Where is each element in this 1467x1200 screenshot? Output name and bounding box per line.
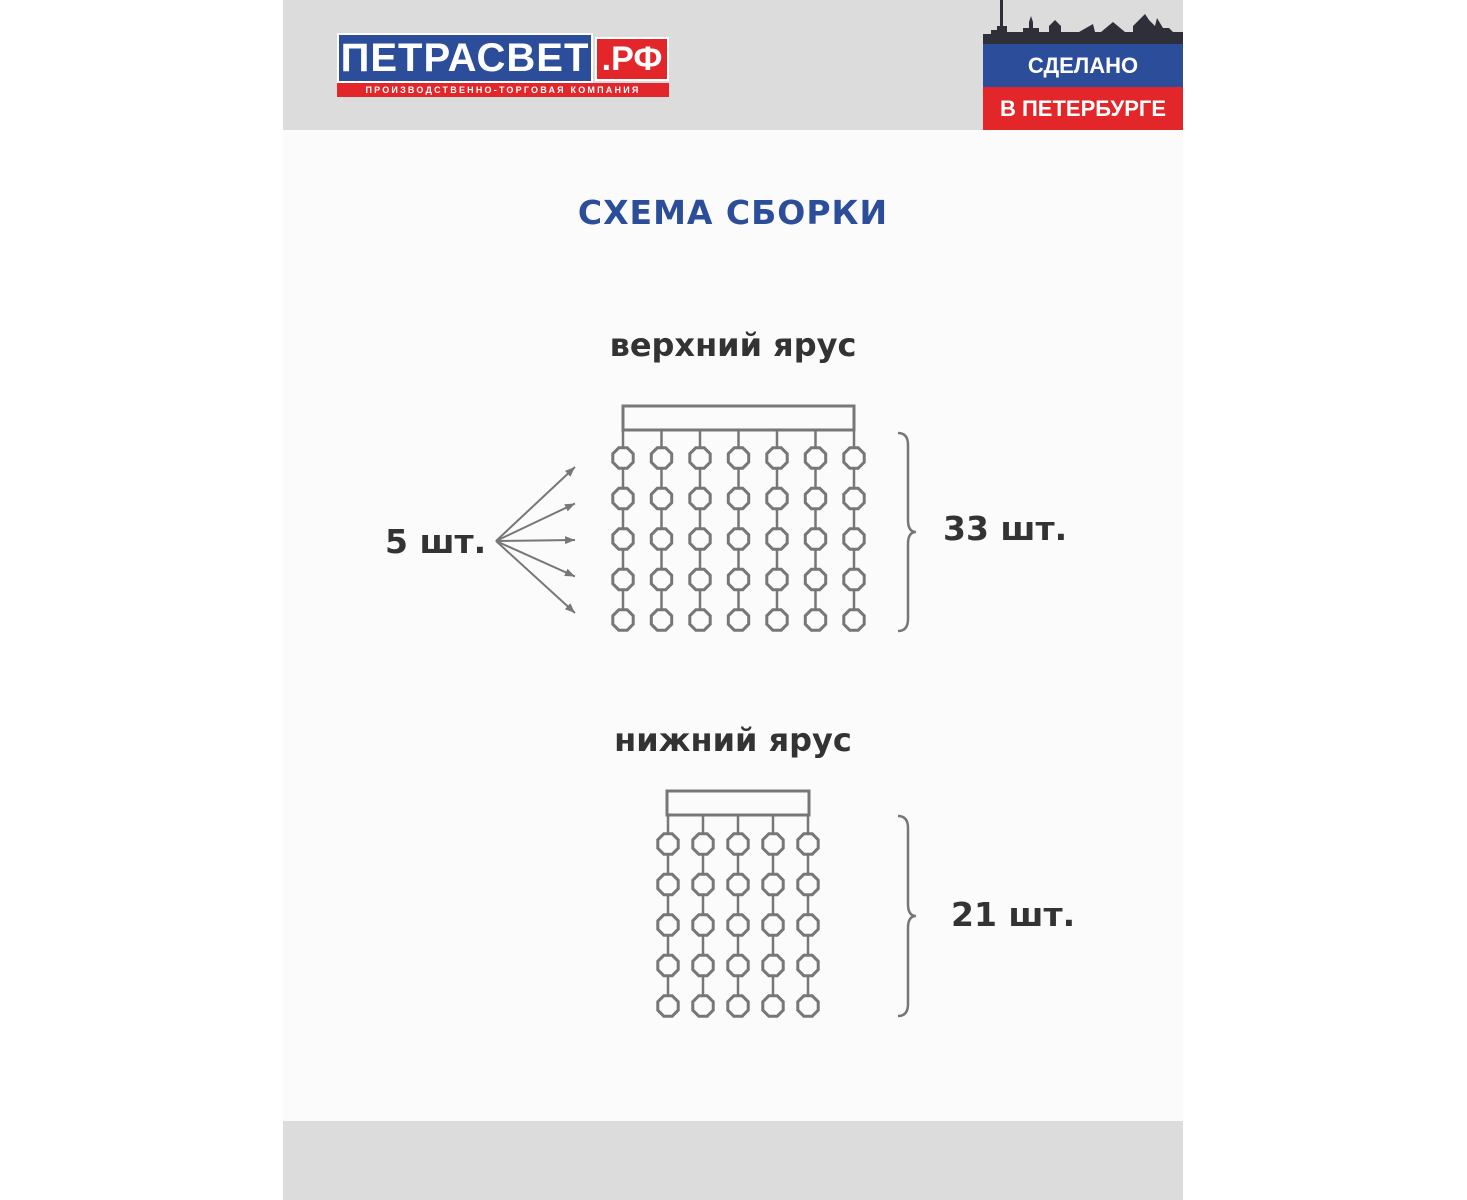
assembly-sheet xyxy=(283,0,1183,1200)
crystal-bead xyxy=(728,834,748,854)
crystal-bead xyxy=(690,448,710,468)
crystal-bead xyxy=(805,529,825,549)
bead-strand xyxy=(728,430,748,630)
logo-name: ПЕТРАСВЕТ xyxy=(337,33,593,83)
crystal-bead xyxy=(728,996,748,1016)
crystal-bead xyxy=(658,996,678,1016)
crystal-bead xyxy=(763,915,783,935)
bead-strand xyxy=(763,815,783,1016)
crystal-bead xyxy=(613,448,633,468)
pointer-arrow xyxy=(496,541,575,577)
crystal-bead xyxy=(763,955,783,975)
arrow-head xyxy=(564,504,575,512)
upper-tier-count: 33 шт. xyxy=(943,509,1068,548)
crystal-bead xyxy=(693,955,713,975)
crystal-bead xyxy=(763,834,783,854)
crystal-bead xyxy=(844,448,864,468)
arrow-line xyxy=(496,541,575,613)
lower-tier-diagram xyxy=(658,791,916,1016)
bead-strand xyxy=(693,815,713,1016)
crystal-bead xyxy=(767,610,787,630)
crystal-bead xyxy=(728,874,748,894)
badge-line-2: В ПЕТЕРБУРГЕ xyxy=(983,87,1183,130)
count-brace xyxy=(898,433,916,631)
crystal-bead xyxy=(728,610,748,630)
arrow-line xyxy=(496,504,575,542)
crystal-bead xyxy=(651,488,671,508)
assembly-diagram xyxy=(283,0,1183,1200)
crystal-bead xyxy=(690,529,710,549)
upper-tier-title: верхний ярус xyxy=(609,326,857,364)
crystal-bead xyxy=(844,488,864,508)
crystal-bead xyxy=(728,448,748,468)
arrow-line xyxy=(496,540,575,541)
crystal-bead xyxy=(798,834,818,854)
crystal-bead xyxy=(693,874,713,894)
crystal-bead xyxy=(658,955,678,975)
crystal-bead xyxy=(805,610,825,630)
mounting-bar xyxy=(623,406,854,430)
crystal-bead xyxy=(844,610,864,630)
footer xyxy=(283,1121,1183,1200)
crystal-bead xyxy=(690,569,710,589)
crystal-bead xyxy=(805,448,825,468)
crystal-bead xyxy=(613,569,633,589)
logo-tagline: ПРОИЗВОДСТВЕННО-ТОРГОВАЯ КОМПАНИЯ xyxy=(337,83,669,97)
pointer-arrow xyxy=(496,504,575,542)
pointer-arrow xyxy=(496,536,575,544)
crystal-bead xyxy=(798,955,818,975)
mounting-bar xyxy=(667,791,809,815)
crystal-bead xyxy=(651,529,671,549)
badge-line-1: СДЕЛАНО xyxy=(983,44,1183,87)
crystal-bead xyxy=(763,996,783,1016)
bead-strand xyxy=(844,430,864,630)
crystal-bead xyxy=(613,610,633,630)
crystal-bead xyxy=(728,955,748,975)
crystal-bead xyxy=(613,488,633,508)
crystal-bead xyxy=(693,996,713,1016)
crystal-bead xyxy=(767,448,787,468)
arrow-head xyxy=(565,536,575,544)
bead-strand xyxy=(805,430,825,630)
crystal-bead xyxy=(728,915,748,935)
pointer-arrow xyxy=(496,467,575,541)
bead-strand xyxy=(651,430,671,630)
bead-strand xyxy=(798,815,818,1016)
crystal-bead xyxy=(728,488,748,508)
crystal-bead xyxy=(658,874,678,894)
crystal-bead xyxy=(767,569,787,589)
crystal-bead xyxy=(690,610,710,630)
strand-bead-count: 5 шт. xyxy=(385,522,487,561)
crystal-bead xyxy=(805,569,825,589)
arrow-head xyxy=(564,569,575,577)
diagram-title: СХЕМА СБОРКИ xyxy=(577,193,889,232)
crystal-bead xyxy=(844,529,864,549)
crystal-bead xyxy=(658,834,678,854)
upper-tier-diagram xyxy=(496,406,916,631)
crystal-bead xyxy=(844,569,864,589)
crystal-bead xyxy=(693,915,713,935)
arrow-line xyxy=(496,467,575,541)
crystal-bead xyxy=(651,448,671,468)
crystal-bead xyxy=(690,488,710,508)
crystal-bead xyxy=(728,529,748,549)
crystal-bead xyxy=(728,569,748,589)
bead-strand xyxy=(658,815,678,1016)
bead-strand xyxy=(767,430,787,630)
bead-strand xyxy=(613,430,633,630)
crystal-bead xyxy=(798,996,818,1016)
bead-strand xyxy=(728,815,748,1016)
crystal-bead xyxy=(798,874,818,894)
bead-strand xyxy=(690,430,710,630)
crystal-bead xyxy=(767,529,787,549)
crystal-bead xyxy=(693,834,713,854)
lower-tier-count: 21 шт. xyxy=(951,895,1076,934)
arrow-line xyxy=(496,541,575,577)
crystal-bead xyxy=(651,610,671,630)
logo-tld: .РФ xyxy=(595,37,669,81)
pointer-arrow xyxy=(496,541,575,613)
crystal-bead xyxy=(651,569,671,589)
lower-tier-title: нижний ярус xyxy=(614,721,852,759)
crystal-bead xyxy=(798,915,818,935)
crystal-bead xyxy=(763,874,783,894)
crystal-bead xyxy=(658,915,678,935)
crystal-bead xyxy=(613,529,633,549)
crystal-bead xyxy=(805,488,825,508)
crystal-bead xyxy=(767,488,787,508)
count-brace xyxy=(898,816,916,1016)
